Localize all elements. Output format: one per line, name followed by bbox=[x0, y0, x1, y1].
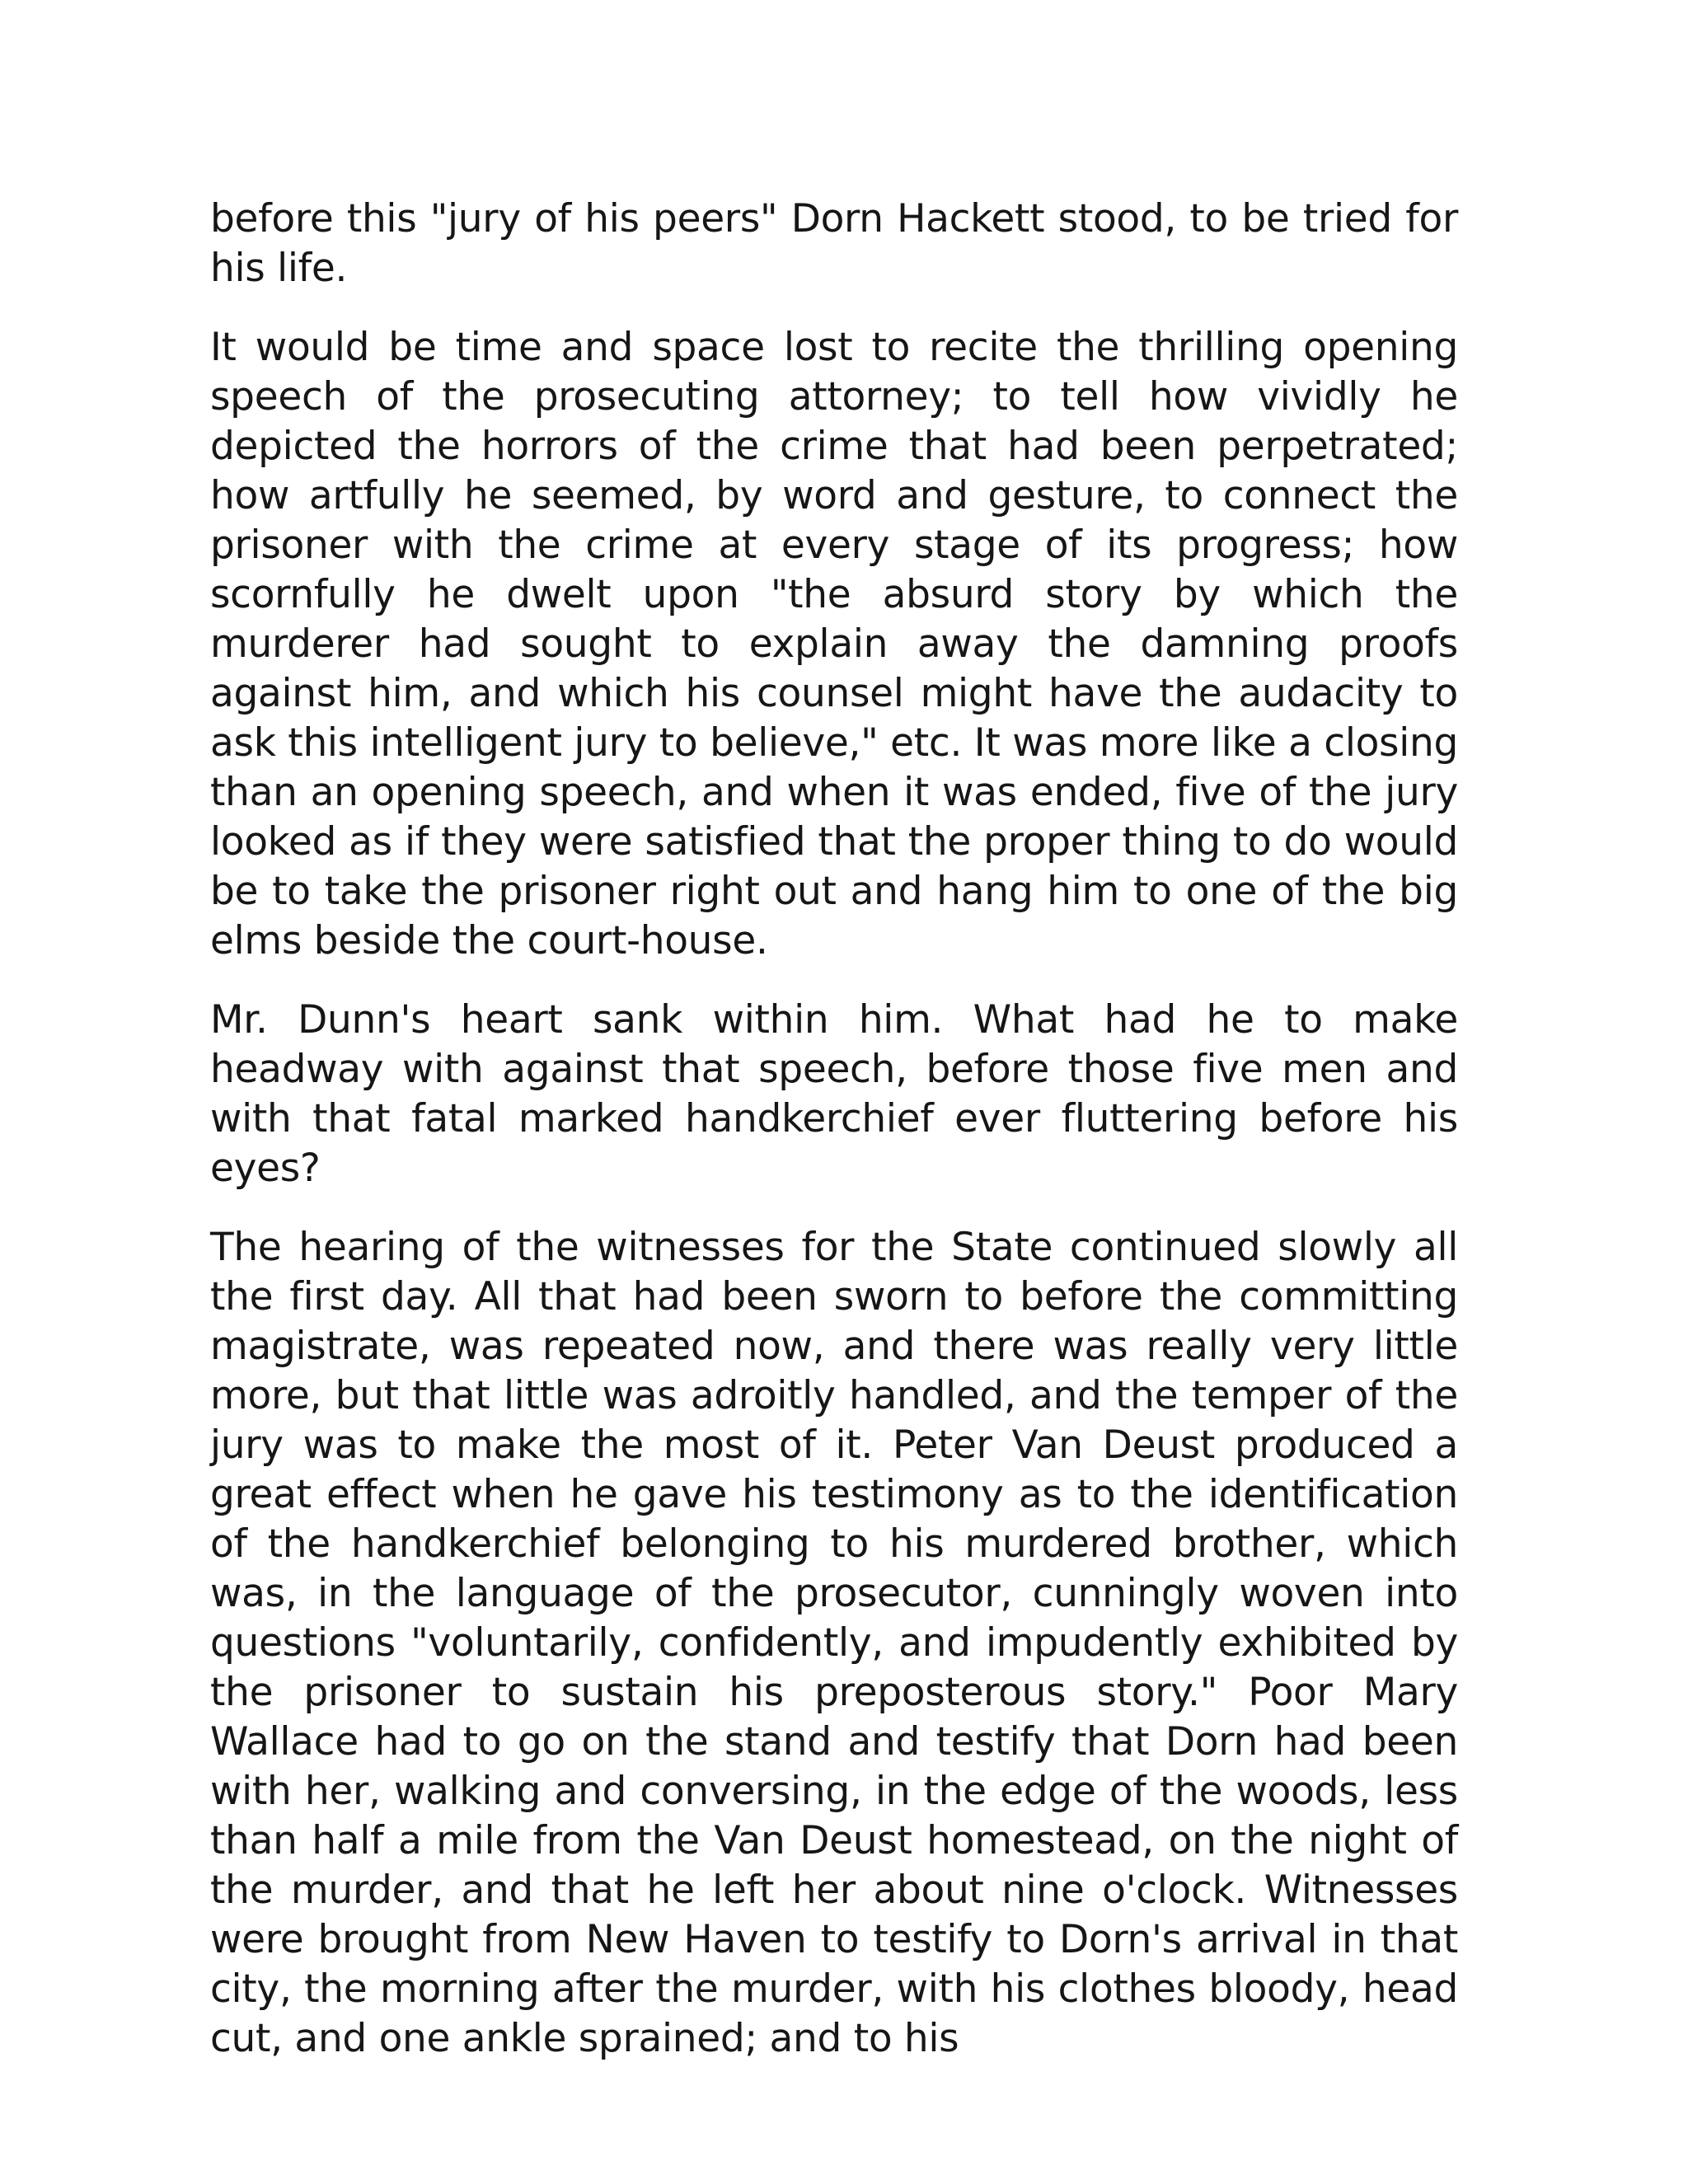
document-page bbox=[210, 194, 1458, 2093]
paragraph: Mr. Dunn's heart sank within him. What had he to make headway with against that speech, before those five men and with that fatal marked handkerchief ever fluttering before his eyes? bbox=[210, 997, 1458, 1191]
paragraph: before this "jury of his peers" Dorn Hackett stood, to be tried for his life. bbox=[210, 196, 1458, 291]
paragraph: The hearing of the witnesses for the State continued slowly all the first day. All that had been sworn to before the committing magistrate, was repeated now, and there was really very little more, but that little was adroitly handled, and the temper of the jury was to make the most of it. Peter Van Deust produced a great effect when he gave his testimony as to the identification of the handkerchief belonging to his murdered brother, which was, in the language of the prosecutor, cunningly woven into questions "voluntarily, confidently, and impudently exhibited by the prisoner to sustain his preposterous story." Poor Mary Wallace had to go on the stand and testify that Dorn had been with her, walking and conversing, in the edge of the woods, less than half a mile from the Van Deust homestead, on the night of the murder, and that he left her about nine o'clock. Witnesses were brought from New Haven to testify to Dorn's arrival in that city, the morning after the murder, with his clothes bloody, head cut, and one ankle sprained; and to his bbox=[210, 1225, 1458, 2061]
paragraph: It would be time and space lost to recite the thrilling opening speech of the prosecuting attorney; to tell how vividly he depicted the horrors of the crime that had been perpetrated; how artfully he seemed, by word and gesture, to connect the prisoner with the crime at every stage of its progress; how scornfully he dwelt upon "the absurd story by which the murderer had sought to explain away the damning proofs against him, and which his counsel might have the audacity to ask this intelligent jury to believe," etc. It was more like a closing than an opening speech, and when it was ended, five of the jury looked as if they were satisfied that the proper thing to do would be to take the prisoner right out and hang him to one of the big elms beside the court-house. bbox=[210, 325, 1458, 963]
